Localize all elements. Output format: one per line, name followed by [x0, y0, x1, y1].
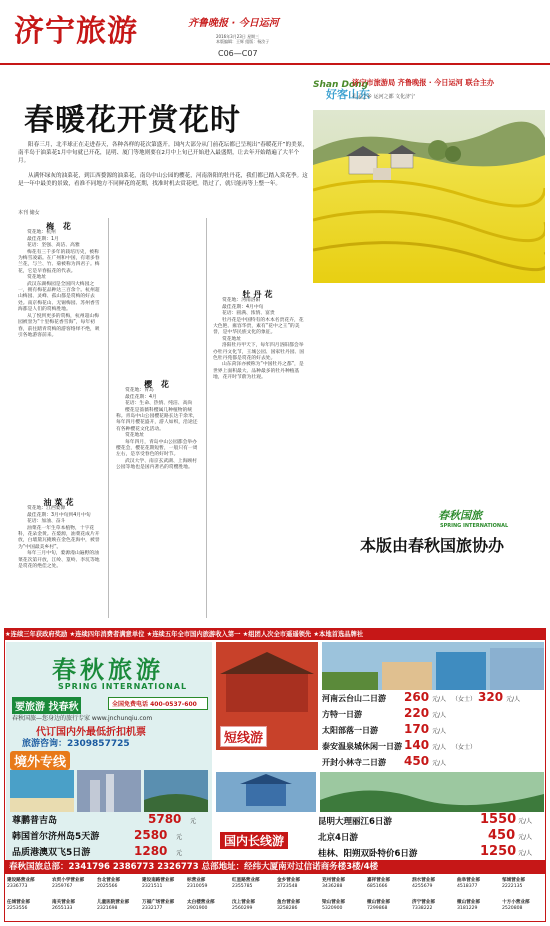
branch-phone: 6851666 — [367, 884, 388, 889]
supporter-banner: 本版由春秋国旅协办 — [360, 536, 505, 555]
branch-name: 梁山营业部 — [322, 900, 345, 905]
branch-office — [187, 878, 231, 890]
route-price: 1550 — [480, 812, 517, 827]
branch-phone: 2355785 — [232, 884, 253, 889]
route-name: 韩国首尔济州岛5天游 — [12, 832, 100, 842]
sponsor-line: 济宁市旅游局 齐鲁晚报 · 今日运河 联合主办 — [352, 78, 495, 87]
brand-name-en: SPRING INTERNATIONAL — [58, 682, 188, 691]
branch-phone: 4255679 — [412, 884, 433, 889]
route-name: 泰安温泉城休闲一日游 — [322, 742, 402, 751]
column-paragraph: 赏花地址 — [222, 336, 242, 342]
branch-office — [457, 878, 501, 890]
branch-phone: 2359767 — [52, 884, 73, 889]
short-route[interactable] — [322, 709, 362, 720]
column-paragraph: 梅花有三千多年的栽培历史，被称为梅雪凌霜。在广州和中国，有诸多春兰花，与兰、竹、菊被称为四君子。梅花，它是早春报花的代表。 — [18, 249, 100, 274]
route-name: 河南云台山二日游 — [322, 694, 386, 703]
branch-phone: 2560299 — [232, 906, 253, 911]
branch-phone: 7299868 — [367, 906, 388, 911]
branch-office — [412, 878, 456, 890]
route-name: 尊鹏普吉岛 — [12, 816, 58, 826]
branch-office — [97, 900, 141, 912]
travel-consult-phone: 旅游咨询：2309857725 — [22, 739, 130, 749]
route-price: 170 — [404, 722, 430, 736]
column-paragraph: 武汉大学、南京玄武湖、上海顾村公园等地也是国内著名的赏樱胜地。 — [116, 458, 197, 471]
route-extra: （女士） — [452, 744, 477, 751]
branch-name: 儿童医院营业部 — [97, 900, 130, 905]
route-unit: 元/人 — [432, 760, 447, 767]
column-paragraph: 武汉东湖梅园是全国四大梅园之一，拥有梅花品种达三百余个。杭州超山梅园、灵峰、孤山都是赏梅的好去处。南京梅花山、无锡梅园、苏州香雪海都是人们的赏梅胜地。 — [18, 281, 100, 313]
branch-name: 农贸小学营业部 — [52, 878, 85, 883]
spring-logo-en: SPRING INTERNATIONAL — [440, 523, 509, 529]
long-trip-photos — [216, 772, 544, 812]
branch-phone: 3181229 — [457, 906, 478, 911]
rapeseed-field-photo — [313, 110, 545, 283]
branch-office — [187, 900, 231, 912]
route-price: 260 — [404, 690, 430, 704]
route-unit: 元/人 — [518, 818, 533, 825]
route-name: 品质港澳双飞5日游 — [12, 848, 91, 858]
branch-phone: 3258286 — [277, 906, 298, 911]
column-paragraph: 每年三月中旬，婺源漫山遍野的油菜花次第开放，江岭、篁岭、李坑等地是赏花的绝佳之处。 — [18, 551, 100, 570]
branch-name: 金乡营业部 — [277, 878, 300, 883]
hotline-number: 全国免费电话 400-0537-600 — [112, 701, 197, 708]
header-rule — [0, 63, 550, 65]
route-price: 140 — [404, 738, 430, 752]
masthead-title: 济宁旅游 — [14, 14, 138, 49]
outbound-tag: 境外专线 — [10, 751, 70, 770]
column-paragraph: 每年四月，青岛中山公园都会举办樱花会，樱花花期短暂，一般只有一周左右，是享受春色的好时节。 — [116, 439, 198, 458]
route-name: 桂林、阳朔双卧特价6日游 — [318, 849, 418, 859]
column-paragraph: 赏花地址 — [27, 275, 47, 281]
brand-slogan: 要旅游 找春秋 — [12, 697, 81, 714]
edition-info — [216, 34, 336, 44]
column-paragraph: 最佳花期：3月中旬到4月中旬 — [27, 512, 91, 518]
route-unit: 元/人 — [506, 696, 521, 703]
branch-phone: 2321511 — [142, 884, 163, 889]
route-unit: 元 — [176, 834, 183, 841]
route-unit: 元 — [190, 818, 197, 825]
shandong-logo-text: Shan Dong — [313, 80, 369, 90]
branch-name: 兖州营业部 — [322, 878, 345, 883]
branch-office — [232, 878, 276, 890]
column-paragraph: 赏花地：河南洛阳 — [222, 298, 261, 304]
branch-office — [232, 900, 276, 912]
lead-paragraph: 阳春三月，北半球正在走进春天，各种各样的花次第盛开。国内大部分从门前花坛都已呈现出“春暖花开”的美景，南半岛于油菜花1月中旬就已开花，昆明、厦门等地则要在2月中上旬已开始进入最盛期，让去年开始踏遍了大半个月。 — [18, 142, 308, 164]
column-paragraph: 最佳花期：4月 — [125, 394, 157, 400]
branch-name: 太白楼营业部 — [187, 900, 215, 905]
route-price: 220 — [404, 706, 430, 720]
route-name: 太阳部落一日游 — [322, 726, 378, 735]
masthead-tagline: 齐鲁晚报 · 今日运河 — [188, 18, 279, 29]
route-price: 450 — [488, 828, 516, 843]
column-paragraph: 山东菏泽亦被称为“中国牡丹之都”，是世界上面积最大、品种最多的牡丹种植基地，花开时节蔚为壮观。 — [213, 362, 304, 381]
section-title: 梅 花 — [46, 222, 74, 231]
route-price: 450 — [404, 754, 430, 768]
branch-phone: 3436288 — [322, 884, 343, 889]
section-title: 樱 花 — [144, 380, 172, 389]
column-divider — [108, 218, 109, 618]
branch-name: 邹城营业部 — [502, 878, 525, 883]
long-route[interactable] — [318, 831, 358, 843]
branch-name: 建设路营业部 — [7, 878, 35, 883]
branch-phone: 3723548 — [277, 884, 298, 889]
branch-phone: 2310059 — [187, 884, 208, 889]
outbound-route[interactable] — [12, 845, 90, 858]
branch-name: 泗水营业部 — [412, 878, 435, 883]
short-route[interactable] — [322, 741, 402, 752]
headquarters-bar: 春秋国旅总部：2341796 2386773 2326773 总部地址：经纬大厦南对过信诺商务楼3楼/4楼 — [5, 860, 545, 874]
branch-name: 济宁营业部 — [412, 900, 435, 905]
branch-office — [412, 900, 456, 912]
brand-website: 春秋国旅—您身边的旅行专家 www.jnchunqiu.com — [12, 715, 153, 722]
long-route[interactable] — [318, 847, 417, 859]
column-paragraph: 赏花地：青岛 — [125, 388, 154, 394]
branch-phone: 2025566 — [97, 884, 118, 889]
branch-office — [277, 878, 321, 890]
branch-office — [502, 900, 546, 912]
outbound-photos — [10, 770, 208, 812]
branch-phone: 2321698 — [97, 906, 118, 911]
column-paragraph: 花语：生命、热情、纯洁、高尚 — [125, 401, 193, 407]
column-yinghua — [116, 382, 200, 472]
section-title: 油菜花 — [43, 498, 77, 507]
route-unit: 元/人 — [432, 696, 447, 703]
short-trip-tag: 短线游 — [220, 726, 267, 747]
branch-phone: 2655133 — [52, 906, 73, 911]
short-route[interactable] — [322, 693, 386, 704]
column-paragraph: 洛阳牡丹甲天下，每年四月洛阳都会举办牡丹文化节，王城公园、国家牡丹园、国色牡丹苑都是赏花的好去处。 — [213, 343, 305, 362]
branch-office — [142, 900, 186, 912]
branch-name: 建设南路营业部 — [142, 878, 175, 883]
route-price: 1280 — [134, 844, 168, 858]
branch-name: 标营业部 — [187, 878, 206, 883]
column-paragraph: 最佳花期：1月 — [27, 236, 59, 242]
branch-office — [502, 878, 546, 890]
branch-list — [5, 875, 545, 921]
branch-name: 微山营业部 — [457, 900, 480, 905]
branch-office — [322, 878, 366, 890]
column-paragraph: 赏花地：杭州 — [27, 230, 56, 236]
branch-name: 嘉祥营业部 — [367, 878, 390, 883]
page-headline: 春暖花开赏花时 — [24, 103, 241, 138]
outbound-route[interactable] — [12, 829, 99, 842]
route-unit: 元/人 — [518, 850, 533, 857]
sponsor-slogan: 孔孟之乡 运河之都 文化济宁 — [352, 94, 416, 100]
branch-office — [97, 878, 141, 890]
route-name: 北京4日游 — [318, 833, 358, 843]
route-price: 5780 — [148, 812, 182, 826]
branch-name: 万福广场营业部 — [142, 900, 175, 905]
route-unit: 元/人 — [432, 744, 447, 751]
section-title: 牡丹花 — [242, 290, 276, 299]
column-paragraph: 油菜花一年生草本植物，十字花科，花朵金黄。在婺源，油菜花成片开放，白墙黛瓦掩映在金色花海中，被誉为“中国最美乡村”。 — [18, 525, 100, 550]
branch-office — [7, 878, 51, 890]
column-paragraph: 从了悦到更多的赏梅，杭州超山梅园被誉为“十里梅花香雪海”，每年初春，前往踏青赏梅的游客络绎不绝，吸引各地游客前来。 — [18, 313, 100, 338]
branch-office — [52, 900, 96, 912]
route-name: 方特一日游 — [322, 710, 362, 719]
branch-phone: 2253556 — [7, 906, 28, 911]
column-paragraph: 赏花地址 — [125, 433, 145, 439]
route-extra: （女士） — [452, 696, 477, 703]
edition-line: 本版编辑：王辉 组版：杨汝子 — [216, 39, 270, 44]
branch-office — [322, 900, 366, 912]
long-route[interactable] — [318, 815, 392, 827]
column-meihua — [18, 224, 102, 339]
branch-phone: 7338222 — [412, 906, 433, 911]
route-unit: 元/人 — [518, 834, 533, 841]
route-price: 2580 — [134, 828, 168, 842]
branch-office — [142, 878, 186, 890]
route-unit: 元/人 — [432, 712, 447, 719]
branch-name: 红星路营业部 — [232, 878, 260, 883]
branch-office — [52, 878, 96, 890]
branch-name: 微山营业部 — [367, 900, 390, 905]
branch-office — [7, 900, 51, 912]
spring-logo-text: 春秋国旅 — [438, 509, 482, 522]
branch-phone: 2332177 — [142, 906, 163, 911]
column-paragraph: 赏花地：江西婺源 — [27, 506, 66, 512]
long-trip-tag: 国内长线游 — [220, 832, 288, 849]
page-numbers: C06—C07 — [218, 49, 258, 58]
byline: 本刊 储女 — [18, 210, 40, 216]
branch-phone: 5320900 — [322, 906, 343, 911]
short-route[interactable] — [322, 725, 378, 736]
column-paragraph: 最佳花期：4月中旬 — [222, 304, 264, 310]
branch-phone: 2336773 — [7, 884, 28, 889]
column-paragraph: 花语：坚强、高洁、高雅 — [27, 243, 80, 249]
route-name: 开封小林寺二日游 — [322, 758, 386, 767]
column-youcaihua — [18, 500, 102, 570]
column-divider — [206, 218, 207, 618]
column-paragraph: 牡丹花是中国特有的木本名贵花卉，花大色艳、雍容华贵，素有“花中之王”的美誉，是中华民族文化的象征。 — [213, 317, 304, 336]
branch-phone: 2222135 — [502, 884, 523, 889]
branch-phone: 2901900 — [187, 906, 208, 911]
column-paragraph: 花语：圆满、浓情、富贵 — [222, 311, 275, 317]
ad-ticker: ★连续三年获政府奖励 ★连续四年消费者满意单位 ★连续五年全市国内旅游收入第一 ★组团人次全市遥遥领先 ★本地首选品牌社 — [5, 629, 545, 640]
branch-phone: 2520808 — [502, 906, 523, 911]
column-paragraph: 花语：加油、奋斗 — [27, 519, 66, 525]
route-name: 昆明大理丽江6日游 — [318, 817, 392, 827]
brand-name: 春秋旅游 — [52, 655, 164, 684]
route-price: 1250 — [480, 844, 517, 859]
route-unit: 元 — [176, 850, 183, 857]
branch-name: 十方小营业部 — [502, 900, 530, 905]
shandong-logo-main: 好客山东 — [326, 88, 370, 101]
branch-name: 南关营业部 — [52, 900, 75, 905]
flight-ticket-notice: 代订国内外最低折扣机票 — [36, 727, 146, 738]
branch-name: 汶上营业部 — [232, 900, 255, 905]
branch-name: 曲阜营业部 — [457, 878, 480, 883]
column-mudanhua — [213, 292, 305, 382]
branch-name: 任城营业部 — [7, 900, 30, 905]
route-price-alt: 320 — [478, 690, 504, 704]
branch-name: 鱼台营业部 — [277, 900, 300, 905]
branch-office — [457, 900, 501, 912]
edition-line: 2016年3月23日 星期三 — [216, 34, 260, 39]
branch-office — [277, 900, 321, 912]
lead-paragraph: 从满怀绿灰的油菜花，到江西婺源的油菜花，南岛中山公园的樱花，河南洛阳的牡丹花，我们都已踏入赏花季。这是一年中最美的景致，看准不同地方不同鲜花的花期，找准时机去赏花吧，错过了，就只能再等上整一年。 — [18, 173, 308, 187]
outbound-route[interactable] — [12, 813, 57, 826]
route-unit: 元/人 — [432, 728, 447, 735]
short-route[interactable] — [322, 757, 386, 768]
branch-office — [367, 878, 411, 890]
branch-office — [367, 900, 411, 912]
branch-phone: 4518377 — [457, 884, 478, 889]
column-paragraph: 樱花是蔷薇科樱属几种植物的统称。青岛中山公园樱花路长达千余米，每年四月樱花盛开，游人如织，沿途还有各种樱花文化活动。 — [116, 407, 198, 432]
branch-name: 台北营业部 — [97, 878, 120, 883]
